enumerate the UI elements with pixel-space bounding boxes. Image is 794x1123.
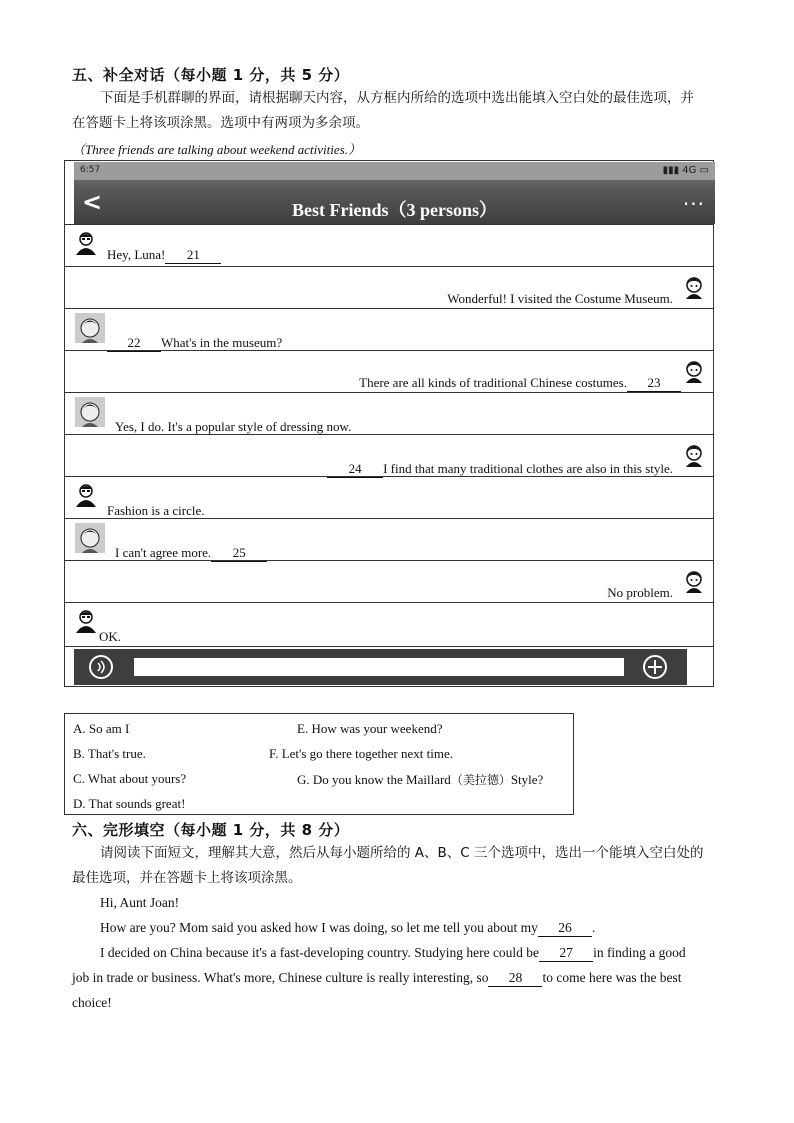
message-text: Wonderful! I visited the Costume Museum. [447, 291, 673, 306]
girl-avatar-icon [683, 569, 705, 593]
girl-avatar-icon [683, 275, 705, 299]
message-text: Fashion is a circle. [107, 503, 205, 518]
option-d: D. That sounds great! [73, 796, 186, 811]
chat-row [65, 350, 713, 392]
option-b: B. That's true. [73, 746, 146, 761]
option-a: A. So am I [73, 721, 130, 736]
chat-screenshot [64, 160, 714, 687]
chat-row [65, 308, 713, 350]
chat-row [65, 224, 713, 266]
message-21: Hey, Luna! 21 [107, 247, 221, 264]
boy-avatar-icon [75, 231, 97, 255]
chat-row [65, 560, 713, 602]
status-bar [74, 162, 715, 180]
status-time: 6:57 [80, 165, 101, 175]
chat-row [65, 266, 713, 308]
message-text: No problem. [607, 585, 673, 600]
message-22: 22 What's in the museum? [107, 335, 282, 352]
option-f: F. Let's go there together next time. [269, 746, 453, 761]
section-5-instruction-line1: 下面是手机群聊的界面，请根据聊天内容，从方框内所给的选项中选出能填入空白处的最佳选项，并 [100, 90, 694, 106]
passage-line: job in trade or business. What's more, Chinese culture is really interesting, so 28 to come here was the best [72, 970, 682, 985]
context-line: （Three friends are talking about weekend activities.） [72, 142, 361, 157]
chat-input-bar [74, 649, 687, 685]
girl-avatar-icon [683, 359, 705, 383]
message-25: I can't agree more. 25 [115, 545, 267, 562]
chat-row [65, 602, 713, 647]
girl-photo-avatar-icon [75, 523, 105, 553]
chat-row [65, 434, 713, 476]
signal-icon: ▮▮▮ 4G ▭ [662, 165, 709, 176]
letter-greeting: Hi, Aunt Joan! [100, 895, 180, 910]
girl-avatar-icon [683, 443, 705, 467]
section-5-heading: 五、补全对话（每小题 1 分，共 5 分） [72, 66, 350, 84]
chat-top-bar [74, 162, 715, 224]
section-6-heading: 六、完形填空（每小题 1 分，共 8 分） [72, 821, 350, 839]
more-options-icon[interactable]: ··· [682, 192, 705, 216]
option-c: C. What about yours? [73, 771, 187, 786]
add-icon[interactable] [642, 654, 668, 680]
message-23: There are all kinds of traditional Chinese costumes. 23 [359, 375, 681, 392]
passage-line: I decided on China because it's a fast-developing country. Studying here could be 27 in finding a good [100, 945, 686, 960]
chat-row [65, 518, 713, 560]
option-e: E. How was your weekend? [297, 721, 443, 736]
message-input[interactable] [134, 658, 624, 676]
option-g: G. Do you know the Maillard（美拉德）Style? [297, 772, 544, 787]
chat-title: Best Friends（3 persons） [291, 200, 497, 220]
message-text: Yes, I do. It's a popular style of dressing now. [115, 419, 352, 434]
section-6-instruction-line1: 请阅读下面短文，理解其大意，然后从每小题所给的 A、B、C 三个选项中，选出一个能填入空白处的 [100, 845, 704, 861]
options-box [64, 713, 574, 815]
message-24: 24 I find that many traditional clothes are also in this style. [327, 461, 673, 478]
section-6-instruction-line2: 最佳选项，并在答题卡上将该项涂黑。 [72, 870, 302, 886]
passage-line: How are you? Mom said you asked how I was doing, so let me tell you about my 26 . [100, 920, 596, 935]
boy-avatar-icon [75, 609, 97, 633]
boy-avatar-icon [75, 483, 97, 507]
passage-line: choice! [72, 995, 112, 1010]
message-text: OK. [99, 629, 122, 644]
girl-photo-avatar-icon [75, 313, 105, 343]
back-chevron-icon[interactable]: < [82, 188, 103, 216]
section-5-instruction-line2: 在答题卡上将该项涂黑。选项中有两项为多余项。 [72, 115, 369, 131]
chat-row [65, 392, 713, 434]
voice-icon[interactable] [88, 654, 114, 680]
girl-photo-avatar-icon [75, 397, 105, 427]
chat-row [65, 476, 713, 518]
